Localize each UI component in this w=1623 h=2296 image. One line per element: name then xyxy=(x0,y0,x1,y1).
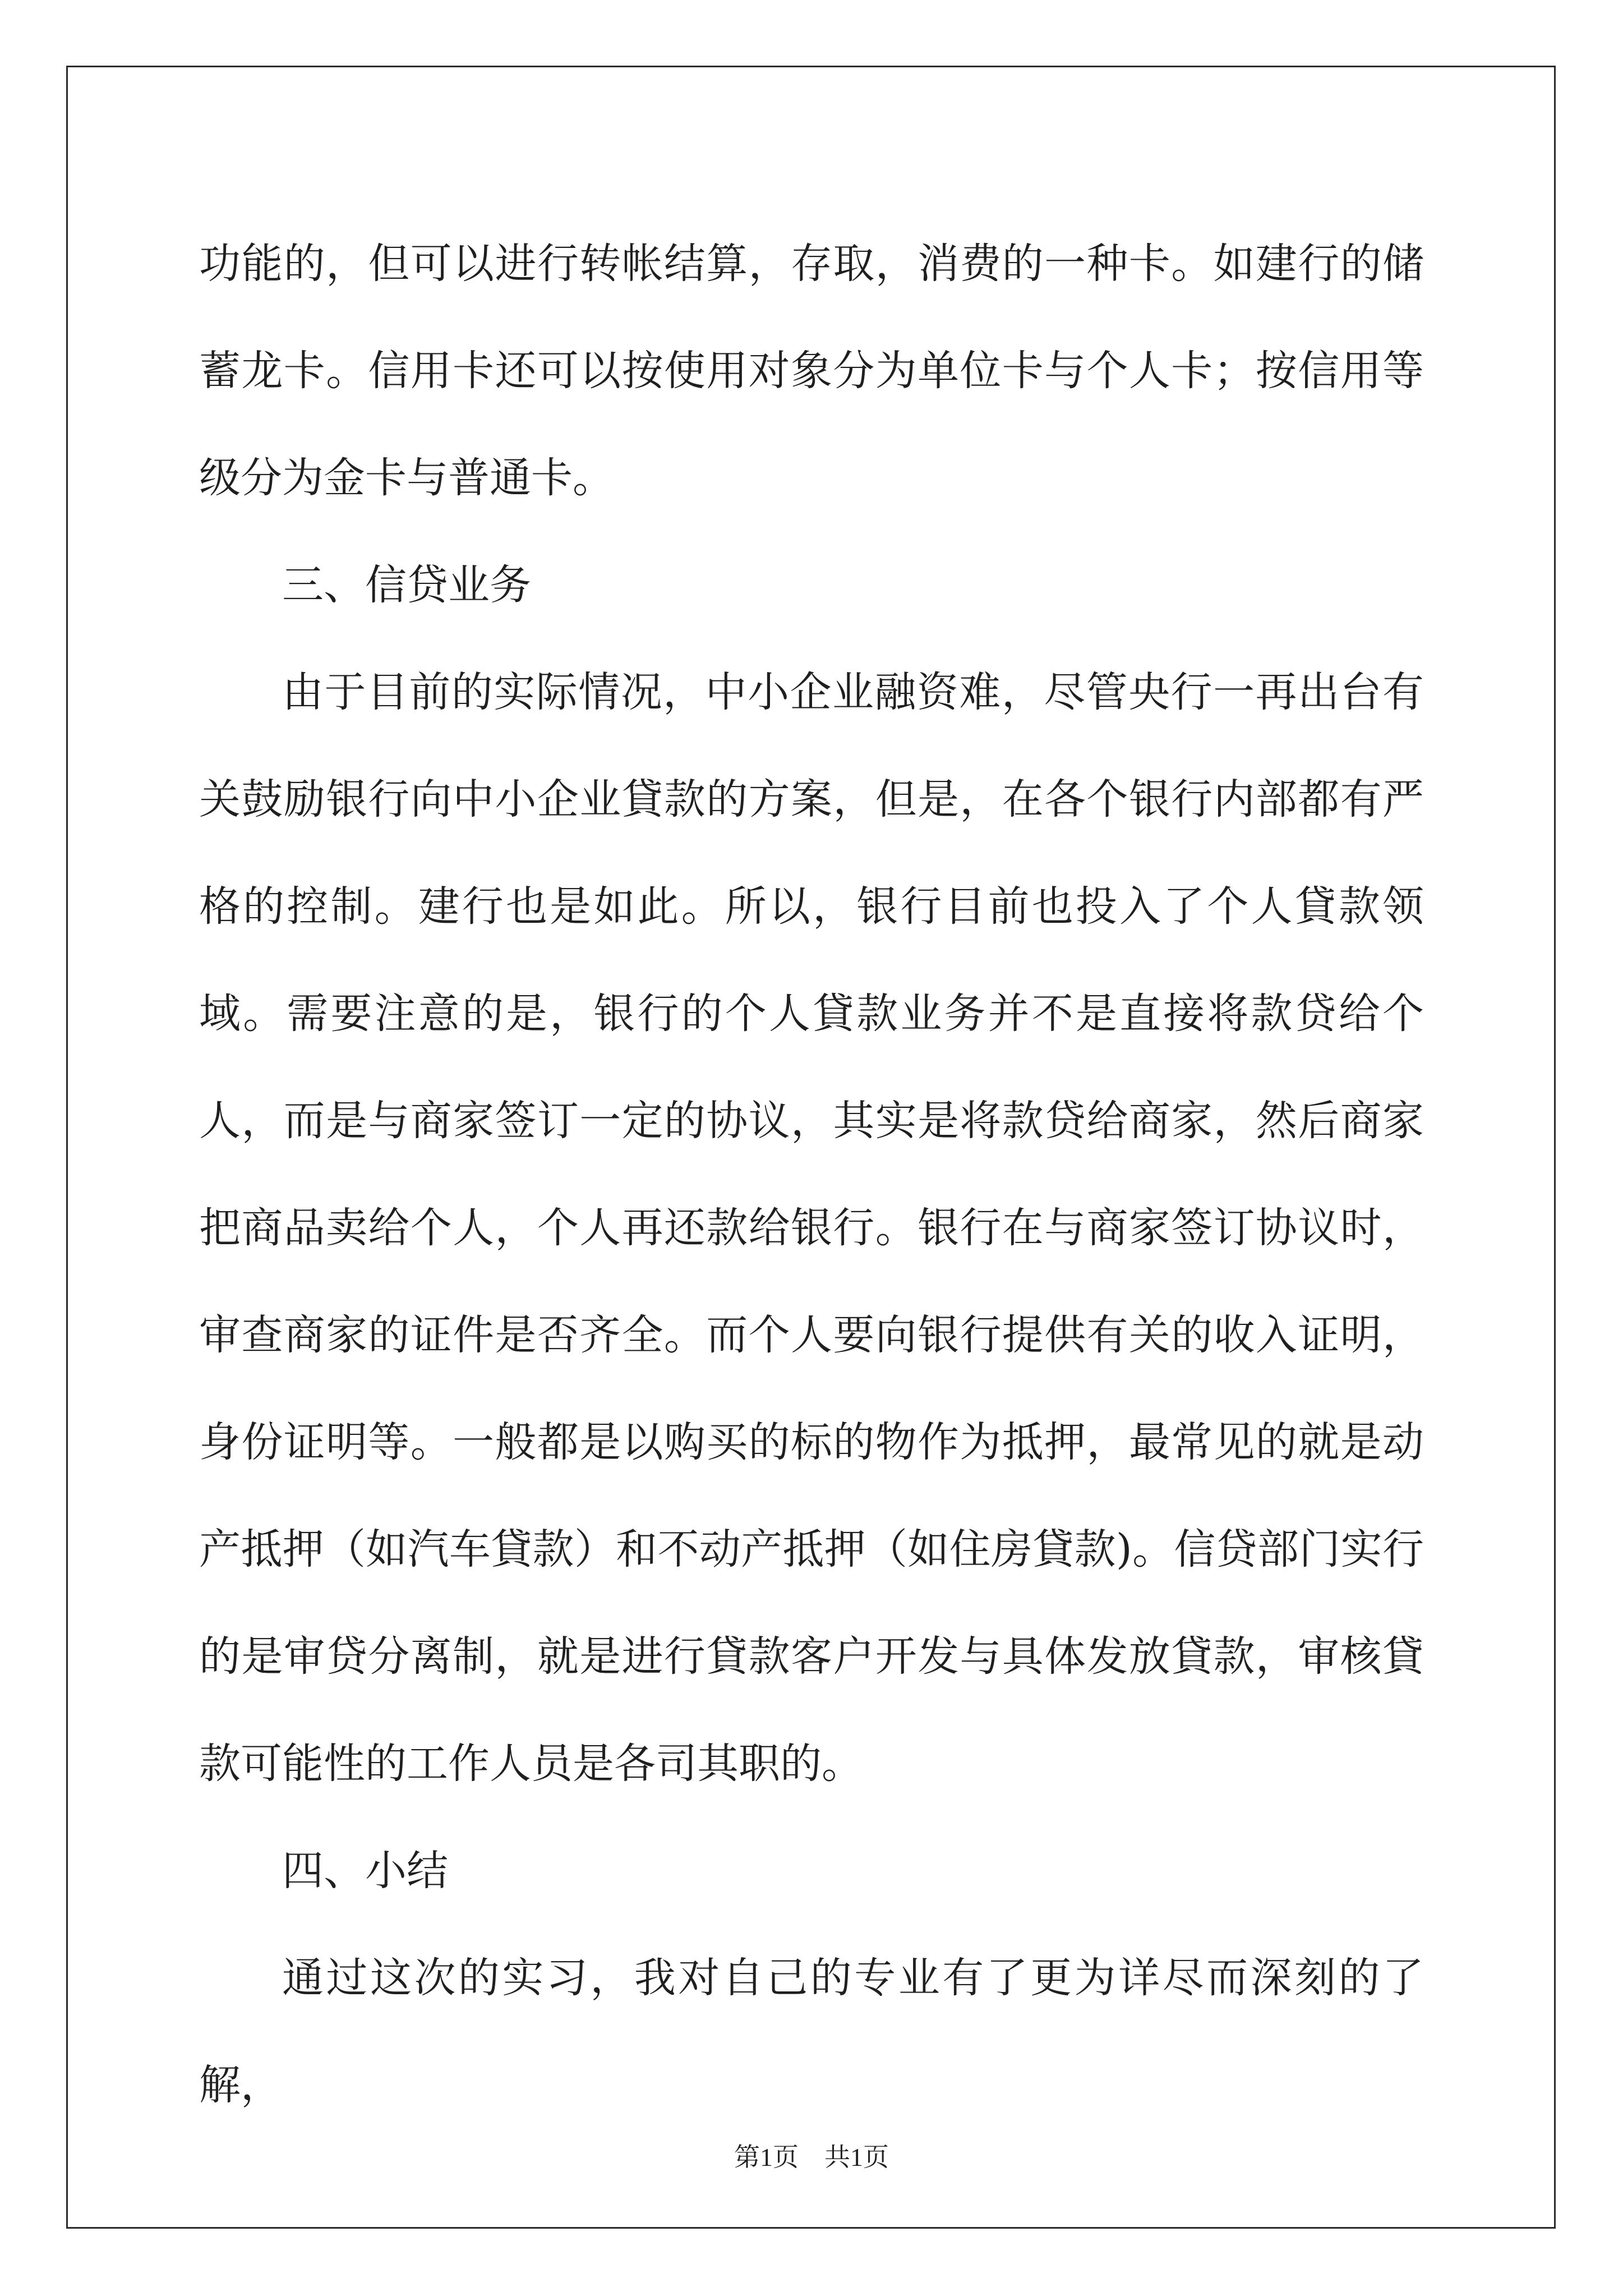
paragraph-credit-business: 由于目前的实际情况，中小企业融资难，尽管央行一再出台有关鼓励银行向中小企业貸款的方案，但是，在各个银行内部都有严格的控制。建行也是如此。所以，银行目前也投入了个人貸款领域。需要注意的是，银行的个人貸款业务并不是直接将款贷给个人，而是与商家签订一定的协议，其实是将款贷给商家，然后商家把商品卖给个人，个人再还款给银行。银行在与商家签订协议时，审查商家的证件是否齐全。而个人要向银行提供有关的收入证明，身份证明等。一般都是以购买的标的物作为抵押，最常见的就是动产抵押（如汽车貸款）和不动产抵押（如住房貸款)。信贷部门实行的是审贷分离制，就是进行貸款客户开发与具体发放貸款，审核貸款可能性的工作人员是各司其职的。 xyxy=(199,668,1424,1788)
page-total-label: 共1页 xyxy=(824,2143,889,2171)
page-footer xyxy=(0,2141,1623,2174)
section-heading-summary: 四、小结 xyxy=(282,1847,448,1895)
paragraph-card-types: 功能的，但可以进行转帐结算，存取，消费的一种卡。如建行的储蓄龙卡。信用卡还可以按使用对象分为单位卡与个人卡；按信用等级分为金卡与普通卡。 xyxy=(199,240,1424,502)
paragraph-summary: 通过这次的实习，我对自己的专业有了更为详尽而深刻的了解， xyxy=(199,1954,1424,2109)
page-number-label: 第1页 xyxy=(734,2143,799,2171)
document-body xyxy=(199,210,1424,2139)
section-heading-credit-business: 三、信贷业务 xyxy=(282,561,531,609)
